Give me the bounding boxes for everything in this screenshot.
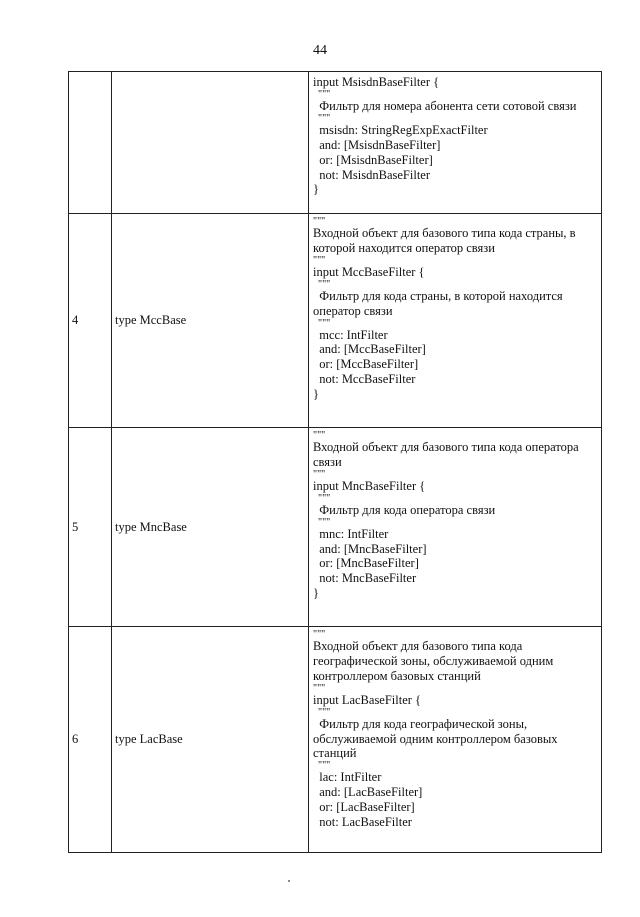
table-row <box>69 72 602 214</box>
row-number: 4 <box>69 214 112 428</box>
code-line: input MncBaseFilter { <box>313 478 426 493</box>
page-number: 44 <box>313 43 327 58</box>
docstring-delimiter: """ <box>313 278 331 290</box>
docstring-delimiter: """ <box>313 216 326 227</box>
code-line: not: MccBaseFilter <box>313 372 416 387</box>
row-number <box>69 72 112 214</box>
table-row <box>69 214 602 428</box>
code-line: or: [MncBaseFilter] <box>313 556 419 571</box>
docstring-delimiter: """ <box>313 629 326 640</box>
spec-table-body <box>69 72 602 853</box>
code-line: Входной объект для базового типа кода страны, в <box>313 226 576 240</box>
code-line: not: LacBaseFilter <box>313 815 412 830</box>
code-line: связи <box>313 454 342 469</box>
code-line: msisdn: StringRegExpExactFilter <box>313 122 488 137</box>
code-line: которой находится оператор связи <box>313 240 495 255</box>
code-line: or: [MsisdnBaseFilter] <box>313 152 433 167</box>
code-line: mcc: IntFilter <box>313 327 388 342</box>
code-line: Фильтр для кода географической зоны, <box>313 716 528 731</box>
code-line: and: [MncBaseFilter] <box>313 541 427 556</box>
code-line: } <box>313 387 319 402</box>
docstring-delimiter: """ <box>313 112 331 124</box>
code-line: оператор связи <box>313 303 393 318</box>
docstring-delimiter: """ <box>313 760 331 772</box>
code-line: mnc: IntFilter <box>313 526 389 541</box>
code-line: and: [MsisdnBaseFilter] <box>313 137 441 152</box>
code-line: not: MsisdnBaseFilter <box>313 167 431 182</box>
table-row <box>69 627 602 853</box>
code-line: Входной объект для базового типа кода оператора <box>313 440 579 454</box>
docstring-delimiter: """ <box>313 88 331 100</box>
code-line: and: [LacBaseFilter] <box>313 785 423 800</box>
docstring-delimiter: """ <box>313 317 331 329</box>
code-line: not: MncBaseFilter <box>313 571 417 586</box>
spec-table <box>68 71 602 853</box>
code-line: input MccBaseFilter { <box>313 264 425 279</box>
code-line: or: [LacBaseFilter] <box>313 800 415 815</box>
docstring-delimiter: """ <box>313 430 326 441</box>
code-line: input MsisdnBaseFilter { <box>313 75 440 89</box>
docstring-delimiter: """ <box>313 706 331 718</box>
row-number: 5 <box>69 428 112 627</box>
docstring-delimiter: """ <box>313 516 331 528</box>
code-line: контроллером базовых станций <box>313 668 481 683</box>
code-line: lac: IntFilter <box>313 770 382 785</box>
code-line: } <box>313 586 319 601</box>
code-line: географической зоны, обслуживаемой одним <box>313 653 554 668</box>
definition-cell <box>309 428 602 627</box>
code-line: Фильтр для кода страны, в которой находится <box>313 288 563 303</box>
scan-speck <box>288 880 290 882</box>
code-line: input LacBaseFilter { <box>313 692 422 707</box>
docstring-delimiter: """ <box>313 468 326 480</box>
table-row <box>69 428 602 627</box>
code-line: } <box>313 182 319 197</box>
code-line: Входной объект для базового типа кода <box>313 639 523 653</box>
code-line: or: [MccBaseFilter] <box>313 357 419 372</box>
type-name: type MccBase <box>112 214 309 428</box>
type-name: type LacBase <box>112 627 309 853</box>
code-line: and: [MccBaseFilter] <box>313 342 426 357</box>
code-line: станций <box>313 746 357 761</box>
definition-cell <box>309 627 602 853</box>
type-name <box>112 72 309 214</box>
docstring-delimiter: """ <box>313 254 326 266</box>
code-line: обслуживаемой одним контроллером базовых <box>313 731 558 746</box>
code-line: Фильтр для номера абонента сети сотовой связи <box>313 98 577 113</box>
row-number: 6 <box>69 627 112 853</box>
definition-cell <box>309 72 602 214</box>
definition-cell <box>309 214 602 428</box>
docstring-delimiter: """ <box>313 492 331 504</box>
code-line: Фильтр для кода оператора связи <box>313 502 496 517</box>
type-name: type MncBase <box>112 428 309 627</box>
docstring-delimiter: """ <box>313 682 326 694</box>
